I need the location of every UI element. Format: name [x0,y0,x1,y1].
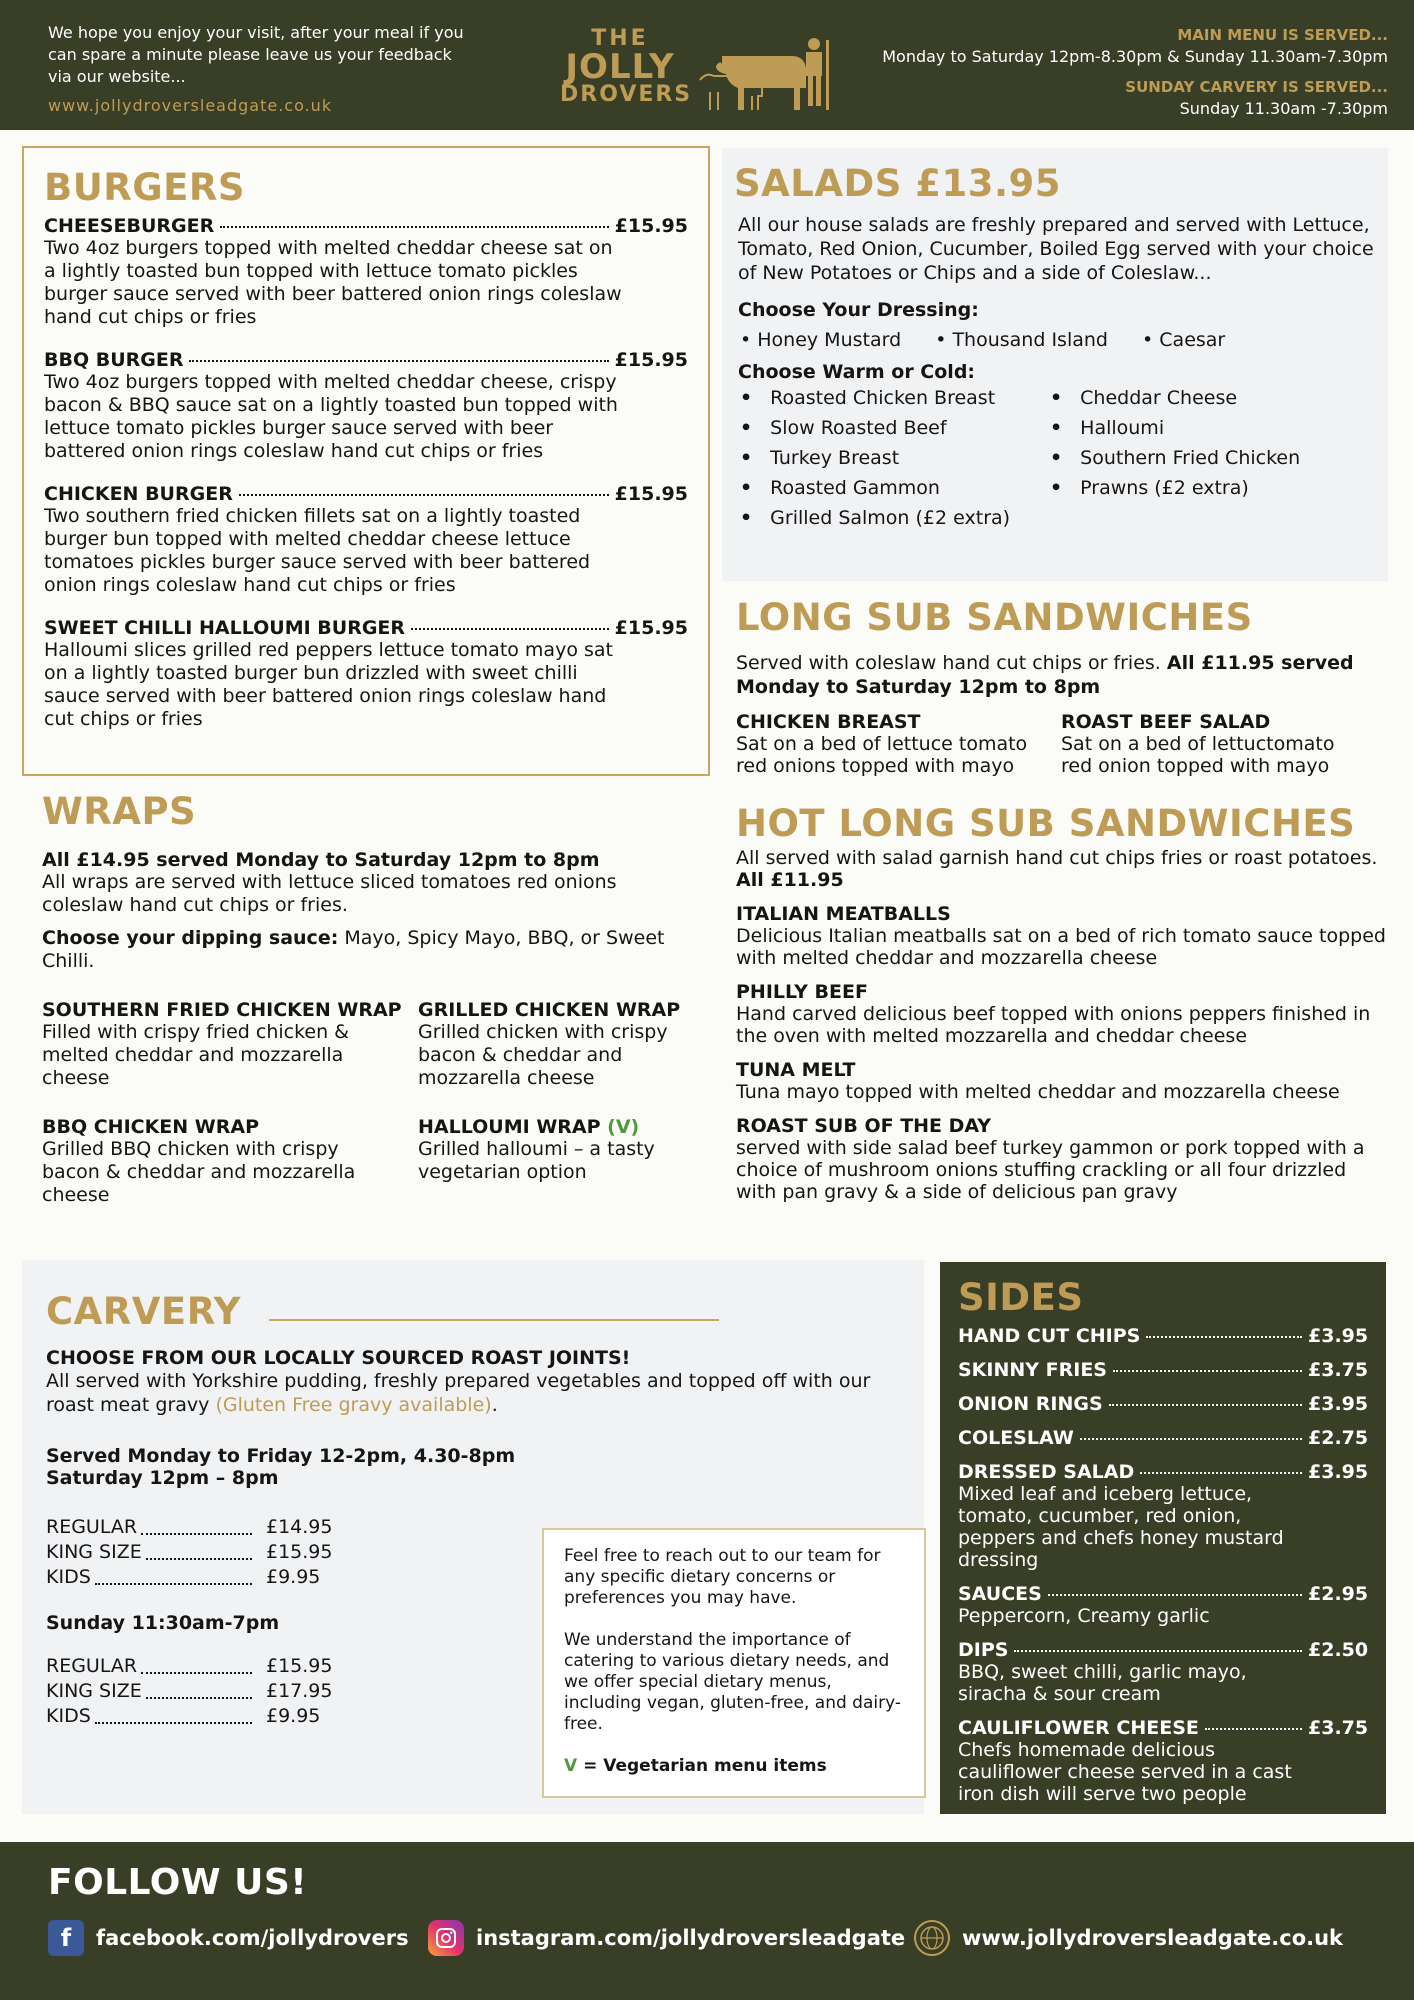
price-row: KING SIZE £17.95 [46,1679,326,1704]
facebook-icon: f [48,1920,84,1956]
menu-item: DIPS £2.50 BBQ, sweet chilli, garlic mayo, siracha & sour cream [958,1639,1369,1705]
list-item: • Roasted Gammon [740,473,1050,503]
sides-section [940,1262,1386,1814]
list-item: • Roasted Chicken Breast [740,383,1050,413]
header-intro: We hope you enjoy your visit, after your meal if you can spare a minute please leave us your feedback via our website... [48,23,464,86]
item-description: Grilled chicken with crispy bacon & cheddar and mozzarella cheese [418,1021,668,1089]
item-name: CHICKEN BREAST [736,711,921,733]
menu-item [736,711,1061,777]
salads-title: SALADS £13.95 [734,162,1062,205]
sides-title: SIDES [958,1276,1084,1319]
dressing-option: Caesar [1159,329,1226,351]
salads-section [722,148,1388,581]
list-item: • Grilled Salmon (£2 extra) [740,503,1050,533]
item-name: GRILLED CHICKEN WRAP [418,999,681,1021]
menu-item [1061,711,1386,777]
item-description: Two southern fried chicken fillets sat on a lightly toasted burger bun topped with melted cheddar cheese lettuce tomatoes pickles burger sauce served with beer battered onion rings coleslaw hand cut chips or fries [44,505,591,596]
long-sub-description: Served with coleslaw hand cut chips or fries. All £11.95 served Monday to Saturday 12pm to 8pm [736,652,1354,698]
dietary-info-box [542,1528,926,1798]
item-name: CHICKEN BURGER [44,483,233,505]
long-sub-title: LONG SUB SANDWICHES [736,596,1253,639]
burgers-title: BURGERS [44,166,246,209]
carvery-heading: SUNDAY CARVERY IS SERVED... [1125,78,1388,96]
divider-line [269,1319,719,1321]
menu-item [418,1116,698,1207]
item-description: Two 4oz burgers topped with melted cheddar cheese, crispy bacon & BBQ sauce sat on a lightly toasted bun topped with lettuce tomato pickles burger sauce served with beer battered onion rings coleslaw hand cut chips or fries [44,371,618,462]
instagram-icon [428,1920,464,1956]
logo-line-drovers: DROVERS [560,82,693,107]
warm-cold-label: Choose Warm or Cold: [738,361,976,383]
item-name: TUNA MELT [736,1059,856,1081]
menu-item [736,903,1386,969]
price-row: REGULAR £15.95 [46,1654,326,1679]
main-menu-times: Monday to Saturday 12pm-8.30pm & Sunday 11.30am-7.30pm [882,47,1388,66]
price-row: KING SIZE £15.95 [46,1540,326,1565]
list-item: • Turkey Breast [740,443,1050,473]
item-description: Delicious Italian meatballs sat on a bed of rich tomato sauce topped with melted cheddar and mozzarella cheese [736,925,1386,969]
jolly-drovers-logo [560,22,850,118]
dipping-sauce: Choose your dipping sauce: Mayo, Spicy Mayo, BBQ, or Sweet Chilli. [42,927,665,972]
menu-item [736,981,1386,1047]
menu-item [736,1059,1386,1103]
item-name: ITALIAN MEATBALLS [736,903,951,925]
dressing-label: Choose Your Dressing: [738,299,979,321]
menu-item [44,617,688,731]
facebook-link[interactable]: f facebook.com/jollydrovers [48,1920,409,1956]
carvery-subtitle: CHOOSE FROM OUR LOCALLY SOURCED ROAST JOINTS! [46,1347,631,1369]
carvery-title: CARVERY [46,1290,241,1333]
logo-line-the: THE [591,26,649,51]
item-price: £15.95 [614,349,688,371]
long-sub-section [736,596,1386,777]
header-bar [0,0,1414,130]
website-link[interactable]: www.jollydroversleadgate.co.uk [914,1920,1343,1956]
hot-sub-section [736,802,1386,1203]
item-description: Two 4oz burgers topped with melted cheddar cheese sat on a lightly toasted bun topped with lettuce tomato pickles burger sauce served with beer battered onion rings coleslaw hand cut chips or fries [44,237,622,328]
item-description: Grilled BBQ chicken with crispy bacon & cheddar and mozzarella cheese [42,1138,356,1206]
carvery-times: Sunday 11.30am -7.30pm [1179,99,1388,118]
saturday-heading: Saturday 12pm – 8pm [46,1467,279,1489]
list-item: • Halloumi [1050,413,1300,443]
price-row: KIDS £9.95 [46,1565,326,1590]
logo-line-jolly: JOLLY [565,47,675,87]
item-description: Sat on a bed of lettuctomato red onion topped with mayo [1061,733,1335,777]
menu-item: SKINNY FRIES £3.75 [958,1359,1369,1381]
wraps-title: WRAPS [42,790,197,833]
vegetarian-badge: (V) [607,1116,640,1138]
item-description: Halloumi slices grilled red peppers lettuce tomato mayo sat on a lightly toasted burger bun drizzled with sweet chilli sauce served with beer battered onion rings coleslaw hand cut chips or fries [44,639,613,730]
menu-item [418,999,698,1090]
item-name: SOUTHERN FRIED CHICKEN WRAP [42,999,402,1021]
wraps-section [42,790,702,1207]
item-name: ROAST SUB OF THE DAY [736,1115,992,1137]
menu-item: ONION RINGS £3.95 [958,1393,1369,1415]
item-name: ROAST BEEF SALAD [1061,711,1271,733]
list-item: • Cheddar Cheese [1050,383,1300,413]
item-description: Hand carved delicious beef topped with onions peppers finished in the oven with melted mozzarella and cheddar cheese [736,1003,1371,1047]
dot-leader [189,360,608,362]
menu-item [42,1116,418,1207]
menu-item: COLESLAW £2.75 [958,1427,1369,1449]
item-name: BBQ BURGER [44,349,184,371]
burgers-section [22,146,710,776]
menu-item [42,999,418,1090]
wraps-price-line: All £14.95 served Monday to Saturday 12pm to 8pm [42,849,600,871]
list-item: • Slow Roasted Beef [740,413,1050,443]
dietary-paragraph: Feel free to reach out to our team for any specific dietary concerns or preferences you may have. [564,1546,881,1608]
follow-us-title: FOLLOW US! [48,1862,308,1903]
globe-icon [914,1920,950,1956]
salads-description: All our house salads are freshly prepared and served with Lettuce, Tomato, Red Onion, Cucumber, Boiled Egg served with your choice of New Potatoes or Chips and a side of Coleslaw... [738,214,1374,284]
vegetarian-key: V = Vegetarian menu items [564,1756,827,1776]
item-name: CHEESEBURGER [44,215,215,237]
serving-times [882,24,1388,120]
price-row: KIDS £9.95 [46,1704,326,1729]
footer [0,1842,1414,2000]
item-name: HALLOUMI WRAP (V) [418,1116,640,1138]
price-row: REGULAR £14.95 [46,1515,326,1540]
carvery-description: All served with Yorkshire pudding, freshly prepared vegetables and topped off with our roast meat gravy (Gluten Free gravy available). [46,1370,871,1416]
menu-item [44,483,688,597]
item-description: Tuna mayo topped with melted cheddar and mozzarella cheese [736,1081,1340,1103]
dressing-option: Thousand Island [952,329,1108,351]
dressing-option: Honey Mustard [757,329,902,351]
menu-item: HAND CUT CHIPS £3.95 [958,1325,1369,1347]
salad-options-col1 [740,383,1050,533]
instagram-link[interactable]: instagram.com/jollydroversleadgate [428,1920,905,1956]
item-name: SWEET CHILLI HALLOUMI BURGER [44,617,406,639]
dressing-list: • Honey Mustard • Thousand Island • Caesar [740,329,1226,351]
item-description: Filled with crispy fried chicken & melted cheddar and mozzarella cheese [42,1021,349,1089]
menu-item [44,215,688,329]
item-price: £15.95 [614,617,688,639]
salad-options-col2 [1050,383,1300,533]
item-description: Sat on a bed of lettuce tomato red onions topped with mayo [736,733,1028,777]
item-price: £15.95 [614,483,688,505]
menu-item: SAUCES £2.95 Peppercorn, Creamy garlic [958,1583,1369,1627]
menu-item [736,1115,1386,1203]
list-item: • Southern Fried Chicken [1050,443,1300,473]
menu-item: DRESSED SALAD £3.95 Mixed leaf and iceberg lettuce, tomato, cucumber, red onion, peppers and chefs honey mustard dressing [958,1461,1369,1571]
item-description: Grilled halloumi – a tasty vegetarian option [418,1138,655,1183]
dot-leader [220,226,608,228]
item-name: BBQ CHICKEN WRAP [42,1116,260,1138]
hot-sub-description: All served with salad garnish hand cut chips fries or roast potatoes. All £11.95 [736,847,1378,891]
carvery-section [22,1260,924,1814]
sunday-heading: Sunday 11:30am-7pm [46,1612,280,1634]
header-website-link[interactable]: www.jollydroversleadgate.co.uk [48,96,333,115]
weekday-heading: Served Monday to Friday 12-2pm, 4.30-8pm [46,1445,516,1467]
main-menu-heading: MAIN MENU IS SERVED... [1177,26,1388,44]
hot-sub-title: HOT LONG SUB SANDWICHES [736,802,1356,845]
menu-item [44,349,688,463]
cattle-drover-icon [692,36,842,116]
dot-leader [239,494,609,496]
menu-item: CAULIFLOWER CHEESE £3.75 Chefs homemade delicious cauliflower cheese served in a cast iron dish will serve two people [958,1717,1369,1805]
item-name: PHILLY BEEF [736,981,868,1003]
item-price: £15.95 [614,215,688,237]
list-item: • Prawns (£2 extra) [1050,473,1300,503]
wraps-description: All wraps are served with lettuce sliced tomatoes red onions coleslaw hand cut chips or fries. [42,871,617,916]
item-description: served with side salad beef turkey gammon or pork topped with a choice of mushroom onions stuffing crackling or all four drizzled with pan gravy & a side of delicious pan gravy [736,1137,1365,1203]
dot-leader [411,628,609,630]
dietary-paragraph: We understand the importance of catering to various dietary needs, and we offer special dietary menus, including vegan, gluten-free, and dairy-free. [564,1630,901,1734]
